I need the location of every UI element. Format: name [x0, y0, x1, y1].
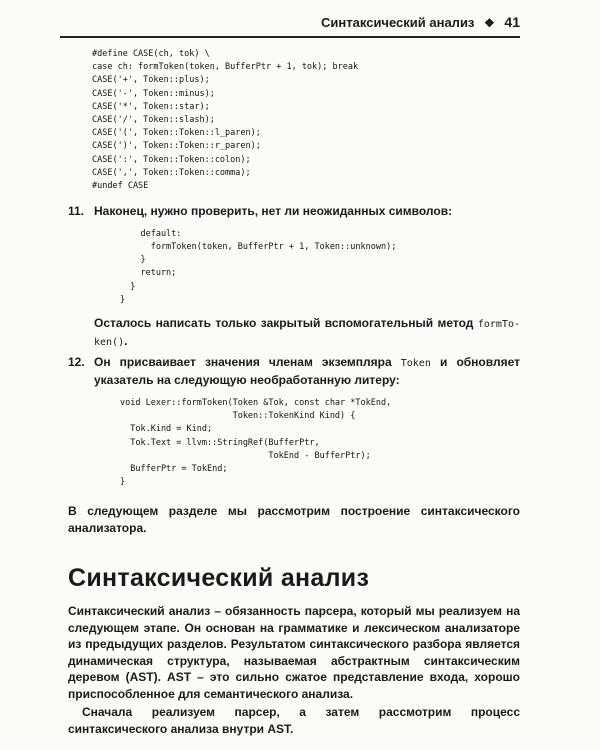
page-number: 41 — [504, 14, 520, 30]
code-block-case-macro: #define CASE(ch, tok) \ case ch: formToken(token, BufferPtr + 1, tok); break CASE('+', Token::plus); CASE('-', Token::minus); CASE('*', Token::star); CASE('/', Token::slash); CASE('(', Token::Token::l_paren); CASE(')', Token::Token::r_paren); CASE(':', Token::Token::colon); CASE(',', Token::Token::comma); #undef CASE — [92, 49, 359, 192]
followup-end: . — [124, 334, 128, 349]
paragraph-1 — [68, 603, 520, 702]
term-ast: абстрактным синтаксическим деревом (AST) — [68, 653, 520, 685]
paragraph-2: Сначала реализуем парсер, а затем рассмотрим процесс синтаксического анализа внутри AST. — [68, 705, 520, 736]
transition-paragraph: В следующем разделе мы рассмотрим построение синтаксического анализатора. — [68, 504, 520, 535]
diamond-icon: ❖ — [484, 16, 495, 30]
paragraph-text: . AST – это сильно сжатое представление входа, хорошо приспособленное для семантического анализа. — [68, 670, 521, 701]
section-heading: Синтаксический анализ — [68, 564, 370, 593]
followup-text: Осталось написать только закрытый вспомогательный метод — [94, 315, 478, 330]
code-block-formtoken: void Lexer::formToken(Token &Tok, const char *TokEnd, Token::TokenKind Kind) { Tok.Kind = Kind; Tok.Text = llvm::StringRef(BufferPtr, TokEnd - BufferPtr); BufferPtr = TokEnd; } — [120, 397, 392, 488]
inline-code-formtoken: formTo-ken() — [94, 318, 520, 349]
paragraph-text: Синтаксический анализ – обязанность парсера, который мы реализуем на следующем этапе. Он основан на грамматике и лексическом анализаторе из предыдущих разделов. Результатом синтаксического разбора является динамическая структура, называемая — [68, 604, 520, 668]
step-11 — [68, 203, 520, 352]
step-text-part: Он присваивает значения членам экземпляра — [94, 354, 401, 369]
step-text — [94, 354, 520, 389]
running-head — [60, 10, 520, 38]
inline-code-token: Token — [400, 357, 431, 369]
step-11-followup — [94, 315, 520, 352]
step-12 — [68, 354, 520, 489]
step-text-part: и обновляет указатель на следующую необработанную литеру: — [94, 354, 520, 388]
page-content — [68, 48, 520, 737]
step-text: Наконец, нужно проверить, нет ли неожиданных символов: — [94, 204, 453, 219]
code-block-default: default: formToken(token, BufferPtr + 1, Token::unknown); } return; } } — [120, 228, 397, 305]
running-head-title: Синтаксический анализ — [321, 15, 475, 30]
step-number: 12. — [68, 354, 85, 369]
step-number: 11. — [68, 204, 85, 219]
